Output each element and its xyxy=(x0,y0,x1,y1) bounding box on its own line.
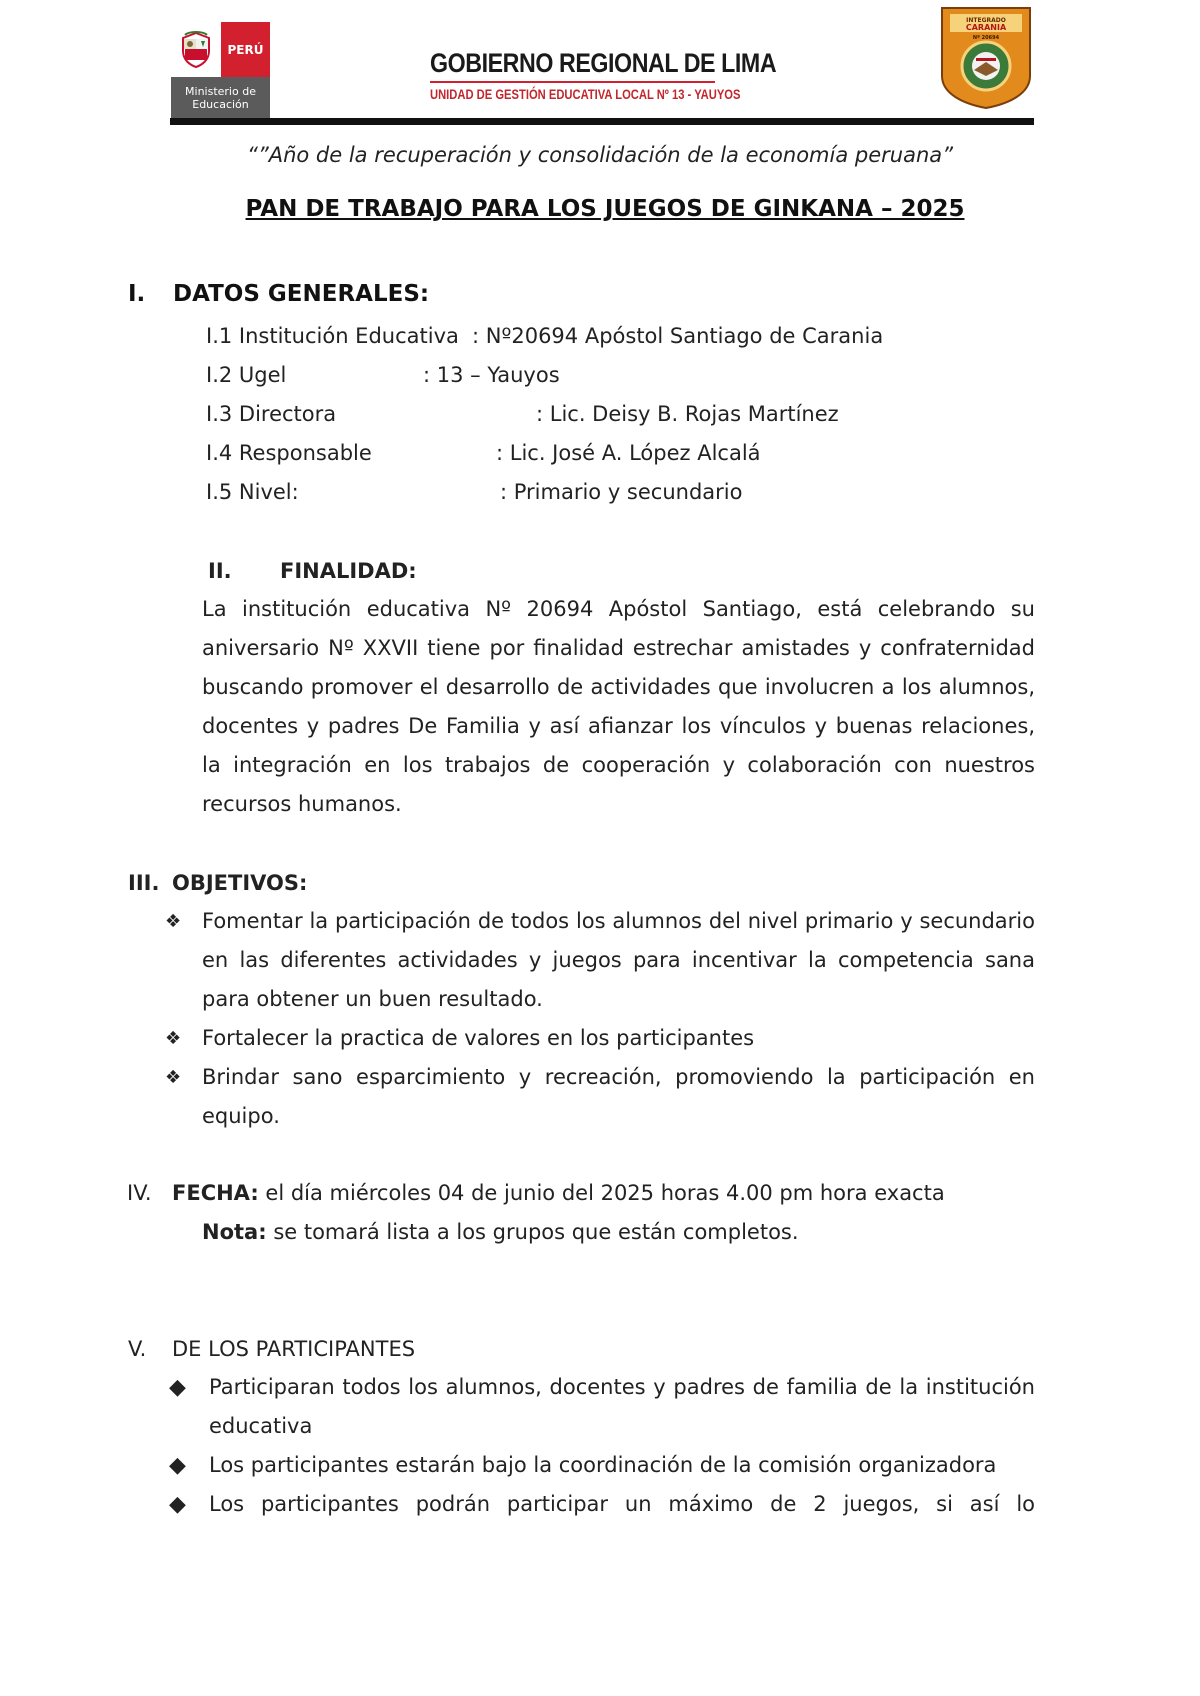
datos-label-ugel: I.2 Ugel xyxy=(206,363,287,387)
four-diamond-bullet-icon: ❖ xyxy=(165,1067,182,1088)
objetivo-item xyxy=(165,1058,1035,1136)
objetivo-text: Brindar sano esparcimiento y recreación, promoviendo la participación en equipo. xyxy=(202,1065,1035,1128)
minedu-name-label: Ministerio de Educación xyxy=(171,77,270,118)
participante-text: Los participantes estarán bajo la coordinación de la comisión organizadora xyxy=(209,1453,997,1477)
minedu-logo xyxy=(171,22,270,118)
datos-label-responsable: I.4 Responsable xyxy=(206,441,372,465)
four-diamond-bullet-icon: ❖ xyxy=(165,911,182,932)
section-2-heading: FINALIDAD: xyxy=(280,559,417,583)
participante-item xyxy=(165,1368,1035,1446)
datos-label-institucion: I.1 Institución Educativa xyxy=(206,324,459,348)
objetivo-item xyxy=(165,1019,1035,1058)
section-4-number: IV. xyxy=(127,1181,152,1205)
gobierno-regional-title: GOBIERNO REGIONAL DE LIMA xyxy=(430,48,777,78)
section-3-heading: OBJETIVOS: xyxy=(172,871,308,895)
section-5-number: V. xyxy=(128,1337,147,1361)
diamond-bullet-icon: ◆ xyxy=(169,1492,186,1517)
diamond-bullet-icon: ◆ xyxy=(169,1453,186,1478)
nota-label: Nota: xyxy=(202,1220,267,1244)
diamond-bullet-icon: ◆ xyxy=(169,1375,186,1400)
gobierno-regional-logo xyxy=(422,38,792,112)
document-title: PAN DE TRABAJO PARA LOS JUEGOS DE GINKANA – 2025 xyxy=(245,196,965,222)
four-diamond-bullet-icon: ❖ xyxy=(165,1028,182,1049)
school-crest-icon xyxy=(938,4,1034,110)
datos-value-responsable: : Lic. José A. López Alcalá xyxy=(496,441,761,465)
finalidad-paragraph: La institución educativa Nº 20694 Apóstol Santiago, está celebrando su aniversario Nº XXVII tiene por finalidad estrechar amistades y confraternidad buscando promover el desarrollo de actividades que involucren a los alumnos, docentes y padres De Familia y así afianzar los vínculos y buenas relaciones, la integración en los trabajos de cooperación y colaboración con nuestros recursos humanos. xyxy=(202,597,1035,816)
datos-value-directora: : Lic. Deisy B. Rojas Martínez xyxy=(536,402,839,426)
objetivos-list xyxy=(165,902,1035,1136)
year-motto: “”Año de la recuperación y consolidación de la economía peruana” xyxy=(246,143,954,167)
datos-value-institucion: : Nº20694 Apóstol Santiago de Carania xyxy=(472,324,884,348)
objetivo-item xyxy=(165,902,1035,1019)
crest-top-text: INTEGRADO xyxy=(966,17,1006,24)
section-2-number: II. xyxy=(208,559,232,583)
datos-label-nivel: I.5 Nivel: xyxy=(206,480,299,504)
section-1-heading: DATOS GENERALES: xyxy=(173,281,430,307)
section-5-heading: DE LOS PARTICIPANTES xyxy=(172,1337,416,1361)
objetivo-text: Fomentar la participación de todos los alumnos del nivel primario y secundario en las diferentes actividades y juegos para incentivar la competencia sana para obtener un buen resultado. xyxy=(202,909,1035,1011)
gobierno-title-underline xyxy=(430,81,715,83)
section-4-heading: FECHA: xyxy=(172,1181,259,1205)
section-1-number: I. xyxy=(128,281,146,307)
crest-name-text: CARANIA xyxy=(965,23,1007,32)
header-divider xyxy=(170,118,1034,125)
peru-coat-of-arms-icon xyxy=(171,22,221,77)
section-3-number: III. xyxy=(128,871,160,895)
ugel-subtitle: UNIDAD DE GESTIÓN EDUCATIVA LOCAL Nº 13 - YAUYOS xyxy=(430,86,741,102)
fecha-text: el día miércoles 04 de junio del 2025 horas 4.00 pm hora exacta xyxy=(265,1181,945,1205)
participante-item xyxy=(165,1446,1035,1485)
participante-text: Participaran todos los alumnos, docentes y padres de familia de la institución educativa xyxy=(209,1375,1035,1438)
objetivo-text: Fortalecer la practica de valores en los participantes xyxy=(202,1026,755,1050)
datos-value-nivel: : Primario y secundario xyxy=(500,480,743,504)
crest-number-text: Nº 20694 xyxy=(972,35,1000,41)
datos-label-directora: I.3 Directora xyxy=(206,402,337,426)
datos-value-ugel: : 13 – Yauyos xyxy=(423,363,560,387)
minedu-country-label: PERÚ xyxy=(221,22,270,77)
participantes-list xyxy=(165,1368,1035,1524)
participante-item xyxy=(165,1485,1035,1524)
nota-text: se tomará lista a los grupos que están completos. xyxy=(273,1220,799,1244)
participante-text: Los participantes podrán participar un máximo de 2 juegos, si así lo xyxy=(209,1492,1035,1516)
